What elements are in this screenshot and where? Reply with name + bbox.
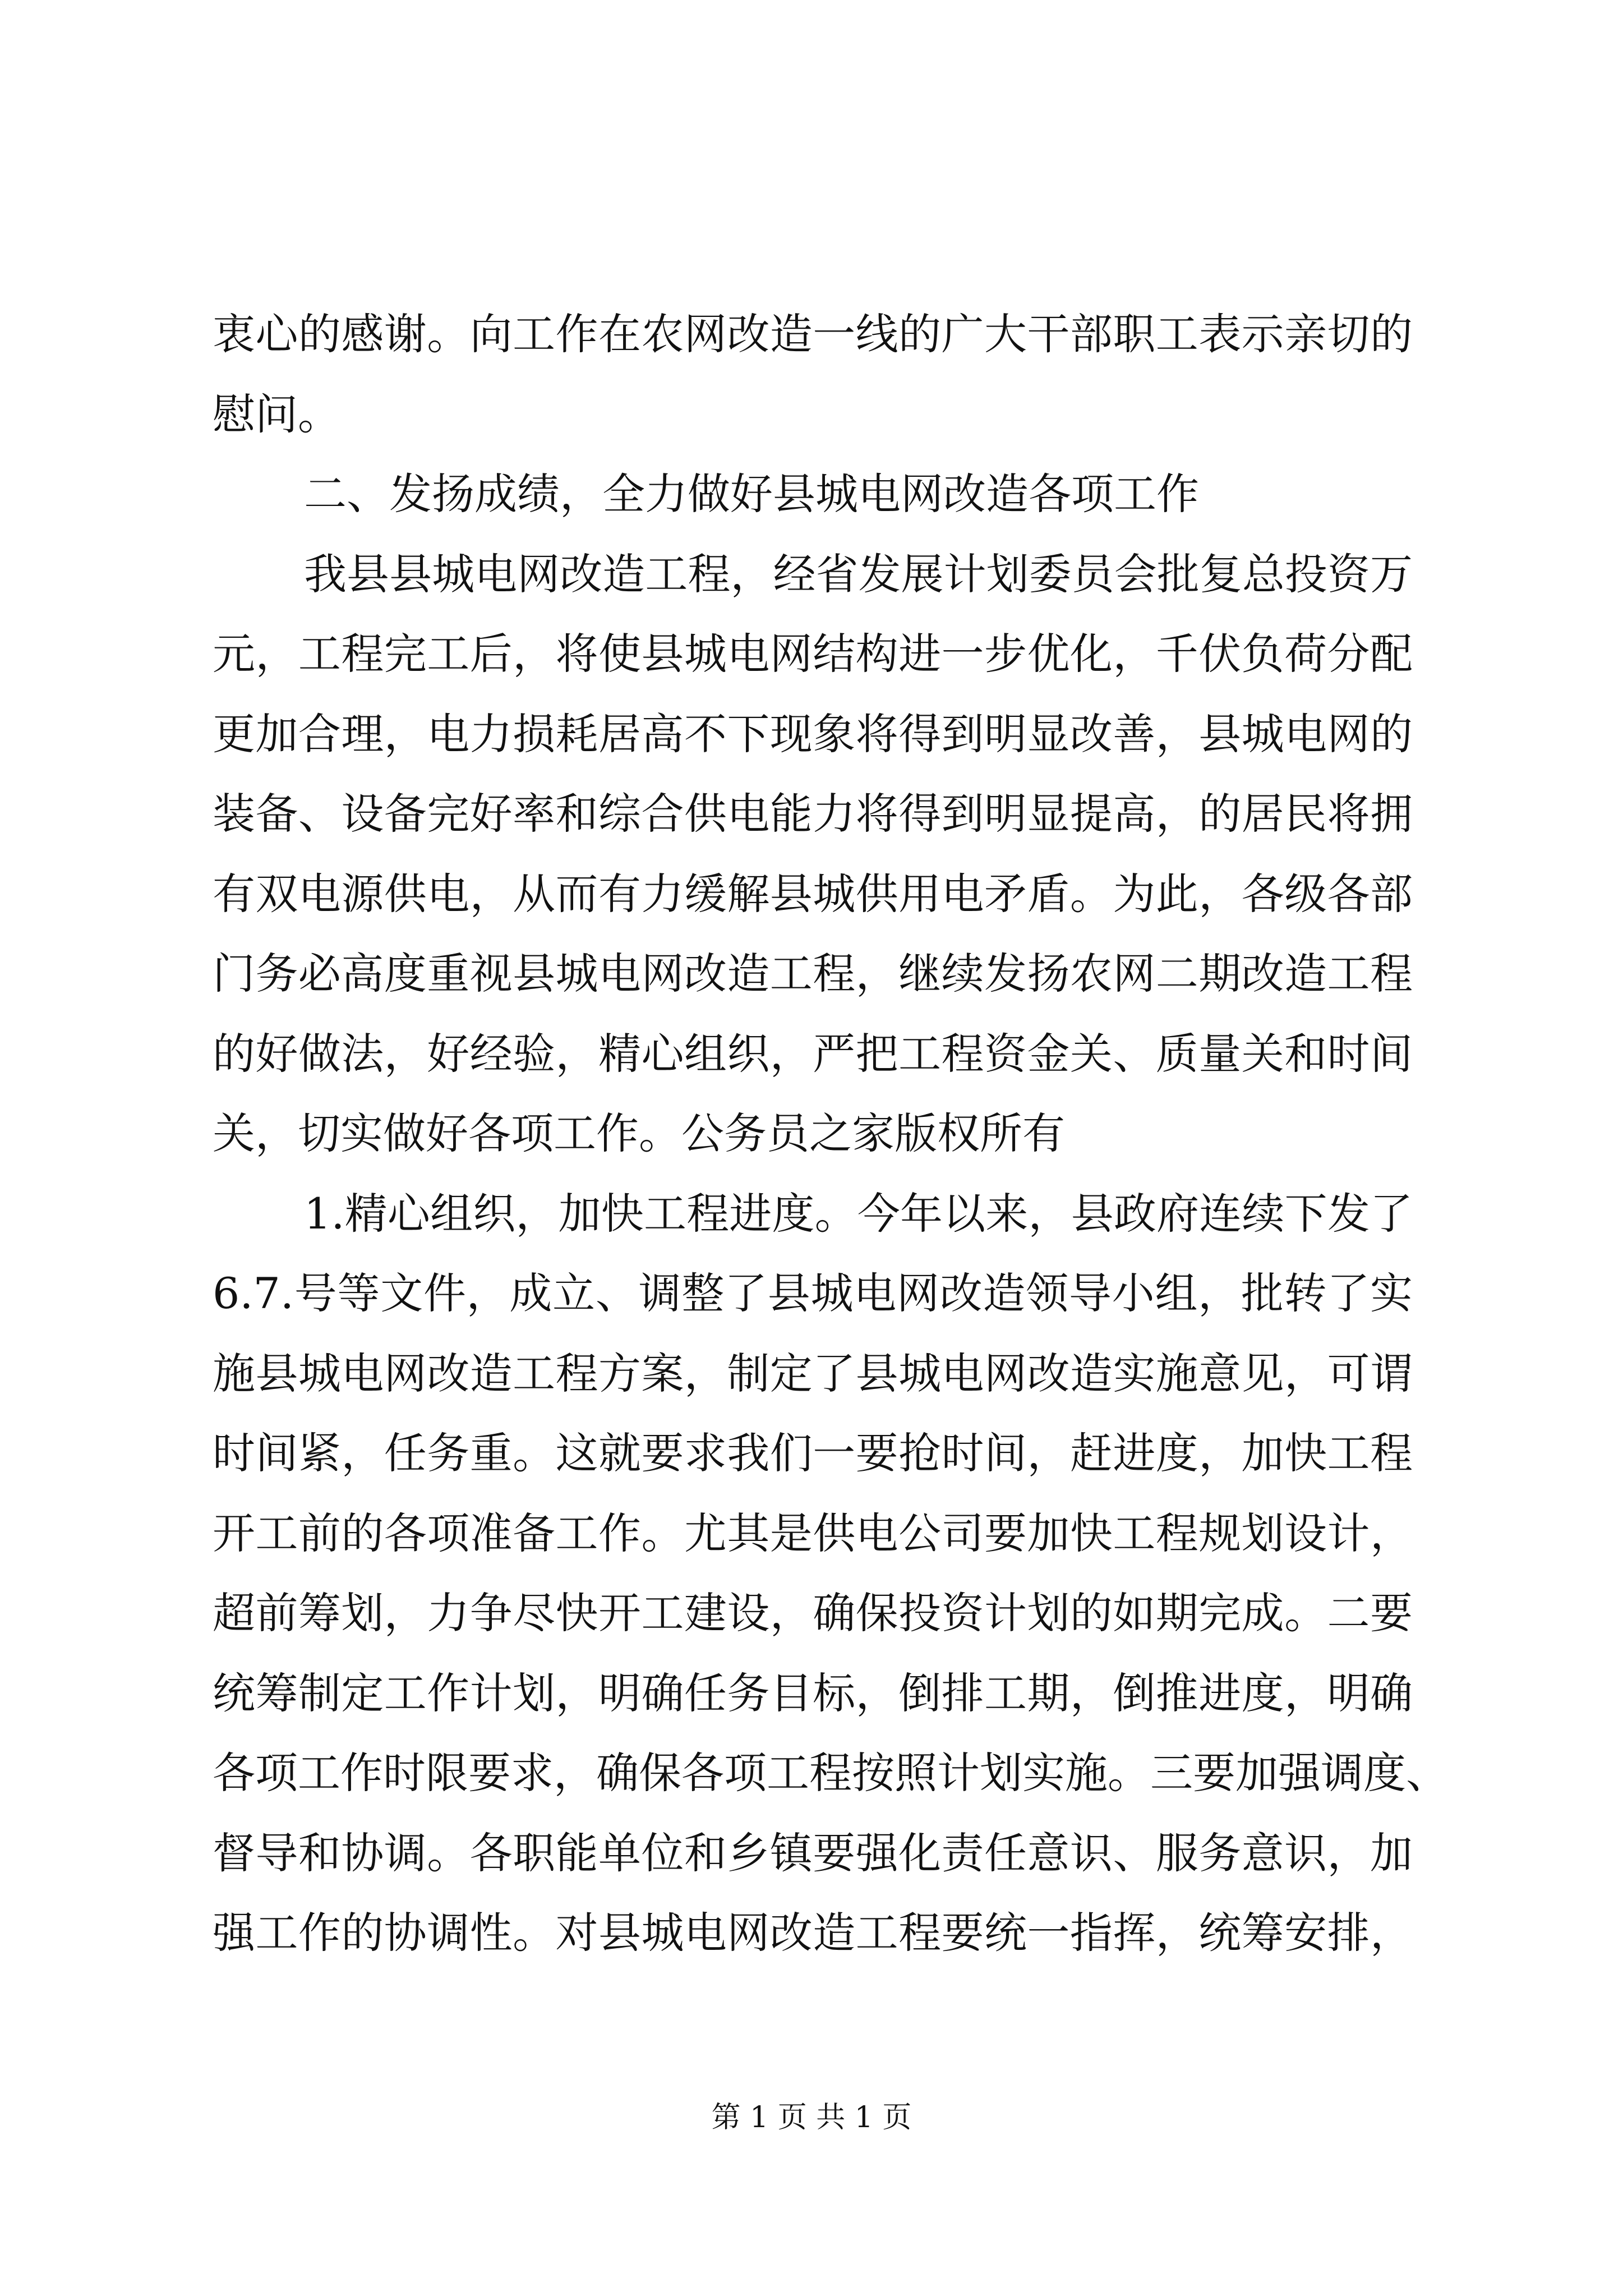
paragraph-line: 开工前的各项准备工作。尤其是供电公司要加快工程规划设计， <box>213 1508 1413 1558</box>
paragraph-line: 时间紧，任务重。这就要求我们一要抢时间，赶进度，加快工程 <box>213 1428 1413 1478</box>
paragraph-line: 强工作的协调性。对县城电网改造工程要统一指挥，统筹安排， <box>213 1908 1413 1958</box>
paragraph-line: 超前筹划，力争尽快开工建设，确保投资计划的如期完成。二要 <box>213 1588 1413 1638</box>
section-heading: 二、发扬成绩，全力做好县城电网改造各项工作 <box>304 469 1199 519</box>
paragraph-line: 关，切实做好各项工作。公务员之家版权所有 <box>213 1108 1065 1158</box>
page-footer <box>0 2098 1623 2137</box>
paragraph-line: 更加合理，电力损耗居高不下现象将得到明显改善，县城电网的 <box>213 708 1413 759</box>
paragraph-line: 督导和协调。各职能单位和乡镇要强化责任意识、服务意识，加 <box>213 1828 1413 1878</box>
paragraph-line: 1.精心组织，加快工程进度。今年以来，县政府连续下发了 <box>304 1188 1413 1239</box>
paragraph-line: 各项工作时限要求，确保各项工程按照计划实施。三要加强调度、 <box>213 1748 1449 1798</box>
paragraph-line: 统筹制定工作计划，明确任务目标，倒排工期，倒推进度，明确 <box>213 1668 1413 1718</box>
paragraph-line: 施县城电网改造工程方案，制定了县城电网改造实施意见，可谓 <box>213 1348 1413 1398</box>
paragraph-line: 装备、设备完好率和综合供电能力将得到明显提高，的居民将拥 <box>213 789 1413 839</box>
paragraph-line: 的好做法，好经验，精心组织，严把工程资金关、质量关和时间 <box>213 1028 1413 1079</box>
paragraph-line: 我县县城电网改造工程，经省发展计划委员会批复总投资万 <box>304 549 1413 599</box>
page-number-label: 第 1 页 共 1 页 <box>711 2101 912 2134</box>
paragraph-line: 慰问。 <box>213 389 340 439</box>
paragraph-line: 门务必高度重视县城电网改造工程，继续发扬农网二期改造工程 <box>213 949 1413 999</box>
paragraph-line: 有双电源供电，从而有力缓解县城供用电矛盾。为此，各级各部 <box>213 868 1413 919</box>
paragraph-line: 衷心的感谢。向工作在农网改造一线的广大干部职工表示亲切的 <box>213 309 1413 359</box>
document-body <box>213 295 1449 1973</box>
paragraph-line: 元，工程完工后，将使县城电网结构进一步优化，千伏负荷分配 <box>213 629 1413 679</box>
paragraph-line: 6.7.号等文件，成立、调整了县城电网改造领导小组，批转了实 <box>213 1268 1413 1318</box>
